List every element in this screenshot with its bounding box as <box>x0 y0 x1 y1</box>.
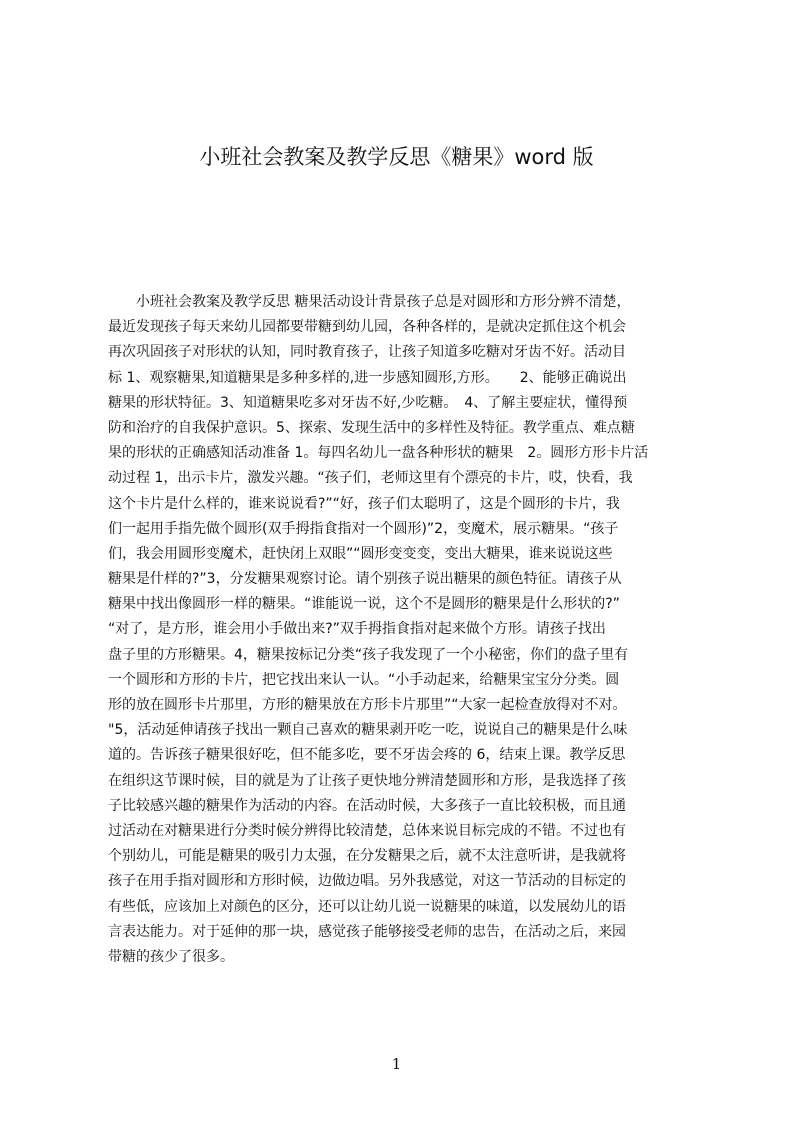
body-text-line: 标 1、观察糖果,知道糖果是多种多样的,进一步感知圆形,方形。 2、能够正确说出 <box>108 369 627 386</box>
body-text-line: 们，我会用圆形变魔术，赶快闭上双眼”“圆形变变变，变出大糖果，谁来说说这些 <box>108 545 613 562</box>
body-text-line: 言表达能力。对于延伸的那一块，感觉孩子能够接受老师的忠告，在活动之后，来园 <box>108 923 626 940</box>
body-text-line: 小班社会教案及教学反思 糖果活动设计背景孩子总是对圆形和方形分辨不清楚， <box>108 294 631 310</box>
page-number: 1 <box>391 1055 402 1073</box>
body-text-line: 有些低，应该加上对颜色的区分，还可以让幼儿说一说糖果的味道，以发展幼儿的语 <box>108 898 626 915</box>
body-text-line: 最近发现孩子每天来幼儿园都要带糖到幼儿园，各种各样的，是就决定抓住这个机会 <box>108 319 626 336</box>
body-text-line: 在组织这节课时候，目的就是为了让孩子更快地分辨清楚圆形和方形，是我选择了孩 <box>108 772 626 789</box>
body-text-line: 糖果中找出像圆形一样的糖果。“谁能说一说，这个不是圆形的糖果是什么形状的?” <box>108 596 620 613</box>
body-text-line: 一个圆形和方形的卡片，把它找出来认一认。“小手动起来，给糖果宝宝分分类。圆 <box>108 671 620 688</box>
body-text-line: 子比较感兴趣的糖果作为活动的内容。在活动时候，大多孩子一直比较积极，而且通 <box>108 797 626 814</box>
body-text-line: 盘子里的方形糖果。4，糖果按标记分类“孩子我发现了一个小秘密，你们的盘子里有 <box>108 646 629 663</box>
body-text-line: 再次巩固孩子对形状的认知，同时教育孩子，让孩子知道多吃糖对牙齿不好。活动目 <box>108 344 626 361</box>
document-title: 小班社会教案及教学反思《糖果》word 版 <box>199 145 594 169</box>
body-text-line: 形的放在圆形卡片那里，方形的糖果放在方形卡片那里”“大家一起检查放得对不对。 <box>108 697 627 713</box>
body-text-line: 糖果是什样的?”3，分发糖果观察讨论。请个别孩子说出糖果的颜色特征。请孩子从 <box>108 571 622 588</box>
body-text-line: 防和治疗的自我保护意识。5、探索、发现生活中的多样性及特征。教学重点、难点糖 <box>108 419 635 436</box>
body-text-line: 带糖的孩少了很多。 <box>108 948 234 965</box>
body-text-line: 糖果的形状特征。3、知道糖果吃多对牙齿不好,少吃糖。 4、了解主要症状，懂得预 <box>108 394 628 411</box>
body-text-line: 个别幼儿，可能是糖果的吸引力太强，在分发糖果之后，就不太注意听讲，是我就将 <box>108 848 626 865</box>
document-body <box>108 290 698 970</box>
body-text-line: 道的。告诉孩子糖果很好吃，但不能多吃，要不牙齿会疼的 6，结束上课。教学反思 <box>108 747 626 764</box>
body-text-line: 们一起用手指先做个圆形(双手拇指食指对一个圆形)”2，变魔术，展示糖果。“孩子 <box>108 520 619 537</box>
body-text-line: 孩子在用手指对圆形和方形时候，边做边唱。另外我感觉，对这一节活动的目标定的 <box>108 873 626 890</box>
body-text-line: “对了，是方形，谁会用小手做出来?”双手拇指食指对起来做个方形。请孩子找出 <box>108 621 606 638</box>
body-text-line: 这个卡片是什么样的，谁来说说看?”“好，孩子们太聪明了，这是个圆形的卡片，我 <box>108 495 620 512</box>
body-text-line: 过活动在对糖果进行分类时候分辨得比较清楚，总体来说目标完成的不错。不过也有 <box>108 822 626 839</box>
body-text-line: 果的形状的正确感知活动准备 1。每四名幼儿一盘各种形状的糖果 2。圆形方形卡片活 <box>108 445 649 462</box>
body-text-line: 动过程 1，出示卡片，激发兴趣。“孩子们，老师这里有个漂亮的卡片，哎，快看，我 <box>108 470 633 487</box>
body-text-line: "5，活动延伸请孩子找出一颗自己喜欢的糖果剥开吃一吃，说说自己的糖果是什么味 <box>108 722 628 739</box>
